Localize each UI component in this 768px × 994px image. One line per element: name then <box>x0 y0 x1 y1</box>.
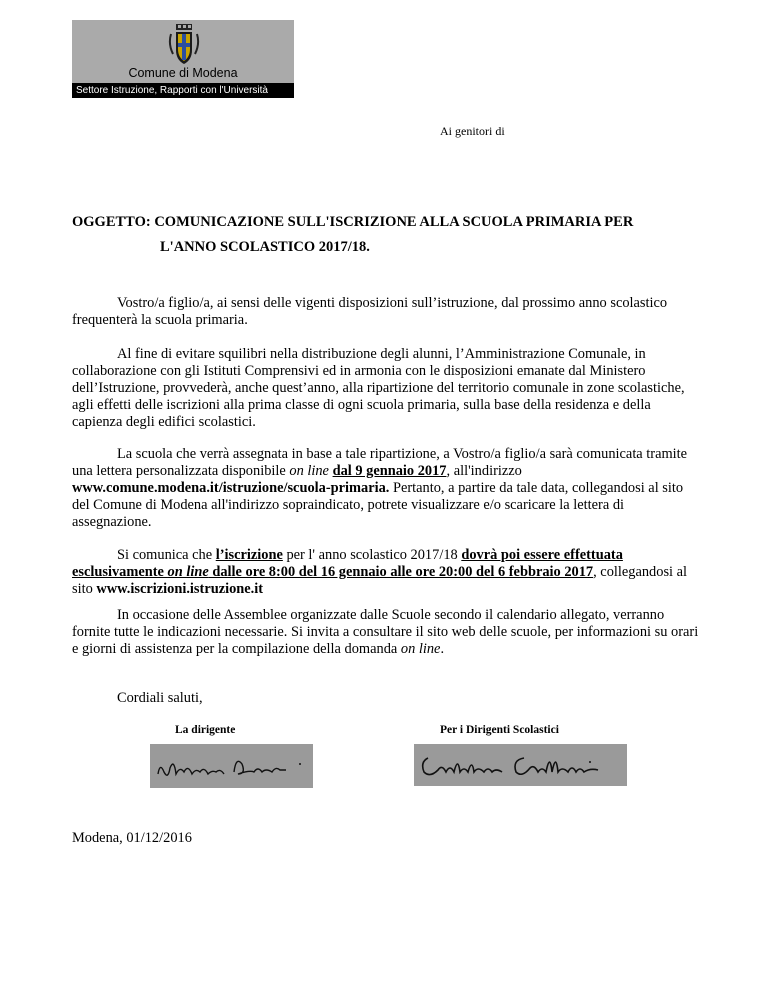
document-date: Modena, 01/12/2016 <box>72 830 192 846</box>
logo-subtitle: Settore Istruzione, Rapporti con l'Università <box>72 83 294 98</box>
paragraph-3: La scuola che verrà assegnata in base a tale ripartizione, a Vostro/a figlio/a sarà comunicata tramite una lettera personalizzata disponibile on line dal 9 gennaio 2017, all'indirizzo www.comune.modena.it/istruzione/scuola-primaria. Pertanto, a partire da tale data, collegandosi al sito del Comune di Modena all'indirizzo sopraindicato, potrete visualizzare e/o scaricare la lettera di assegnazione. <box>72 446 688 530</box>
closing-greeting: Cordiali saluti, <box>117 690 203 706</box>
coat-of-arms-icon <box>167 24 201 66</box>
signature-label-right: Per i Dirigenti Scolastici <box>440 724 559 736</box>
enrollment-date: dal 9 gennaio 2017 <box>332 463 447 479</box>
subject-line-2: L'ANNO SCOLASTICO 2017/18. <box>160 239 370 255</box>
addressee: Ai genitori di <box>440 124 505 138</box>
subject-line-1: OGGETTO: COMUNICAZIONE SULL'ISCRIZIONE ALLA SCUOLA PRIMARIA PER <box>72 214 634 230</box>
paragraph-2: Al fine di evitare squilibri nella distribuzione degli alunni, l’Amministrazione Comunale, in collaborazione con gli Istituti Comprensivi ed in armonia con le disposizioni emanate dal Ministero dell’Istruzione, provvederà, anche quest’anno, alla ripartizione del territorio comunale in zone scolastiche, agli effetti delle iscrizioni alla prima classe di ogni scuola primaria, sulla base della residenza e della capienza degli edifici scolastici. <box>72 346 685 430</box>
comune-url[interactable]: www.comune.modena.it/istruzione/scuola-primaria. <box>72 480 390 496</box>
municipality-logo <box>72 20 294 98</box>
handwritten-signature-icon <box>150 744 313 788</box>
paragraph-4: Si comunica che l’iscrizione per l' anno scolastico 2017/18 dovrà poi essere effettuata esclusivamente on line dalle ore 8:00 del 16 gennaio alle ore 20:00 del 6 febbraio 2017, collegandosi al sito www.iscrizioni.istruzione.it <box>72 547 688 597</box>
paragraph-5: In occasione delle Assemblee organizzate dalle Scuole secondo il calendario allegato, verranno fornite tutte le indicazioni necessarie. Si invita a consultare il sito web delle scuole, per informazioni su orari e giorni di assistenza per la compilazione della domanda on line. <box>72 607 699 657</box>
paragraph-1: Vostro/a figlio/a, ai sensi delle vigenti disposizioni sull’istruzione, dal prossimo anno scolastico frequenterà la scuola primaria. <box>72 295 668 328</box>
handwritten-signature-icon <box>414 744 627 786</box>
signature-image-right <box>414 744 627 786</box>
subject-heading <box>72 210 712 260</box>
signature-label-left: La dirigente <box>175 724 236 736</box>
signature-image-left <box>150 744 313 788</box>
iscrizioni-url[interactable]: www.iscrizioni.istruzione.it <box>96 581 264 597</box>
logo-title: Comune di Modena <box>128 66 238 80</box>
